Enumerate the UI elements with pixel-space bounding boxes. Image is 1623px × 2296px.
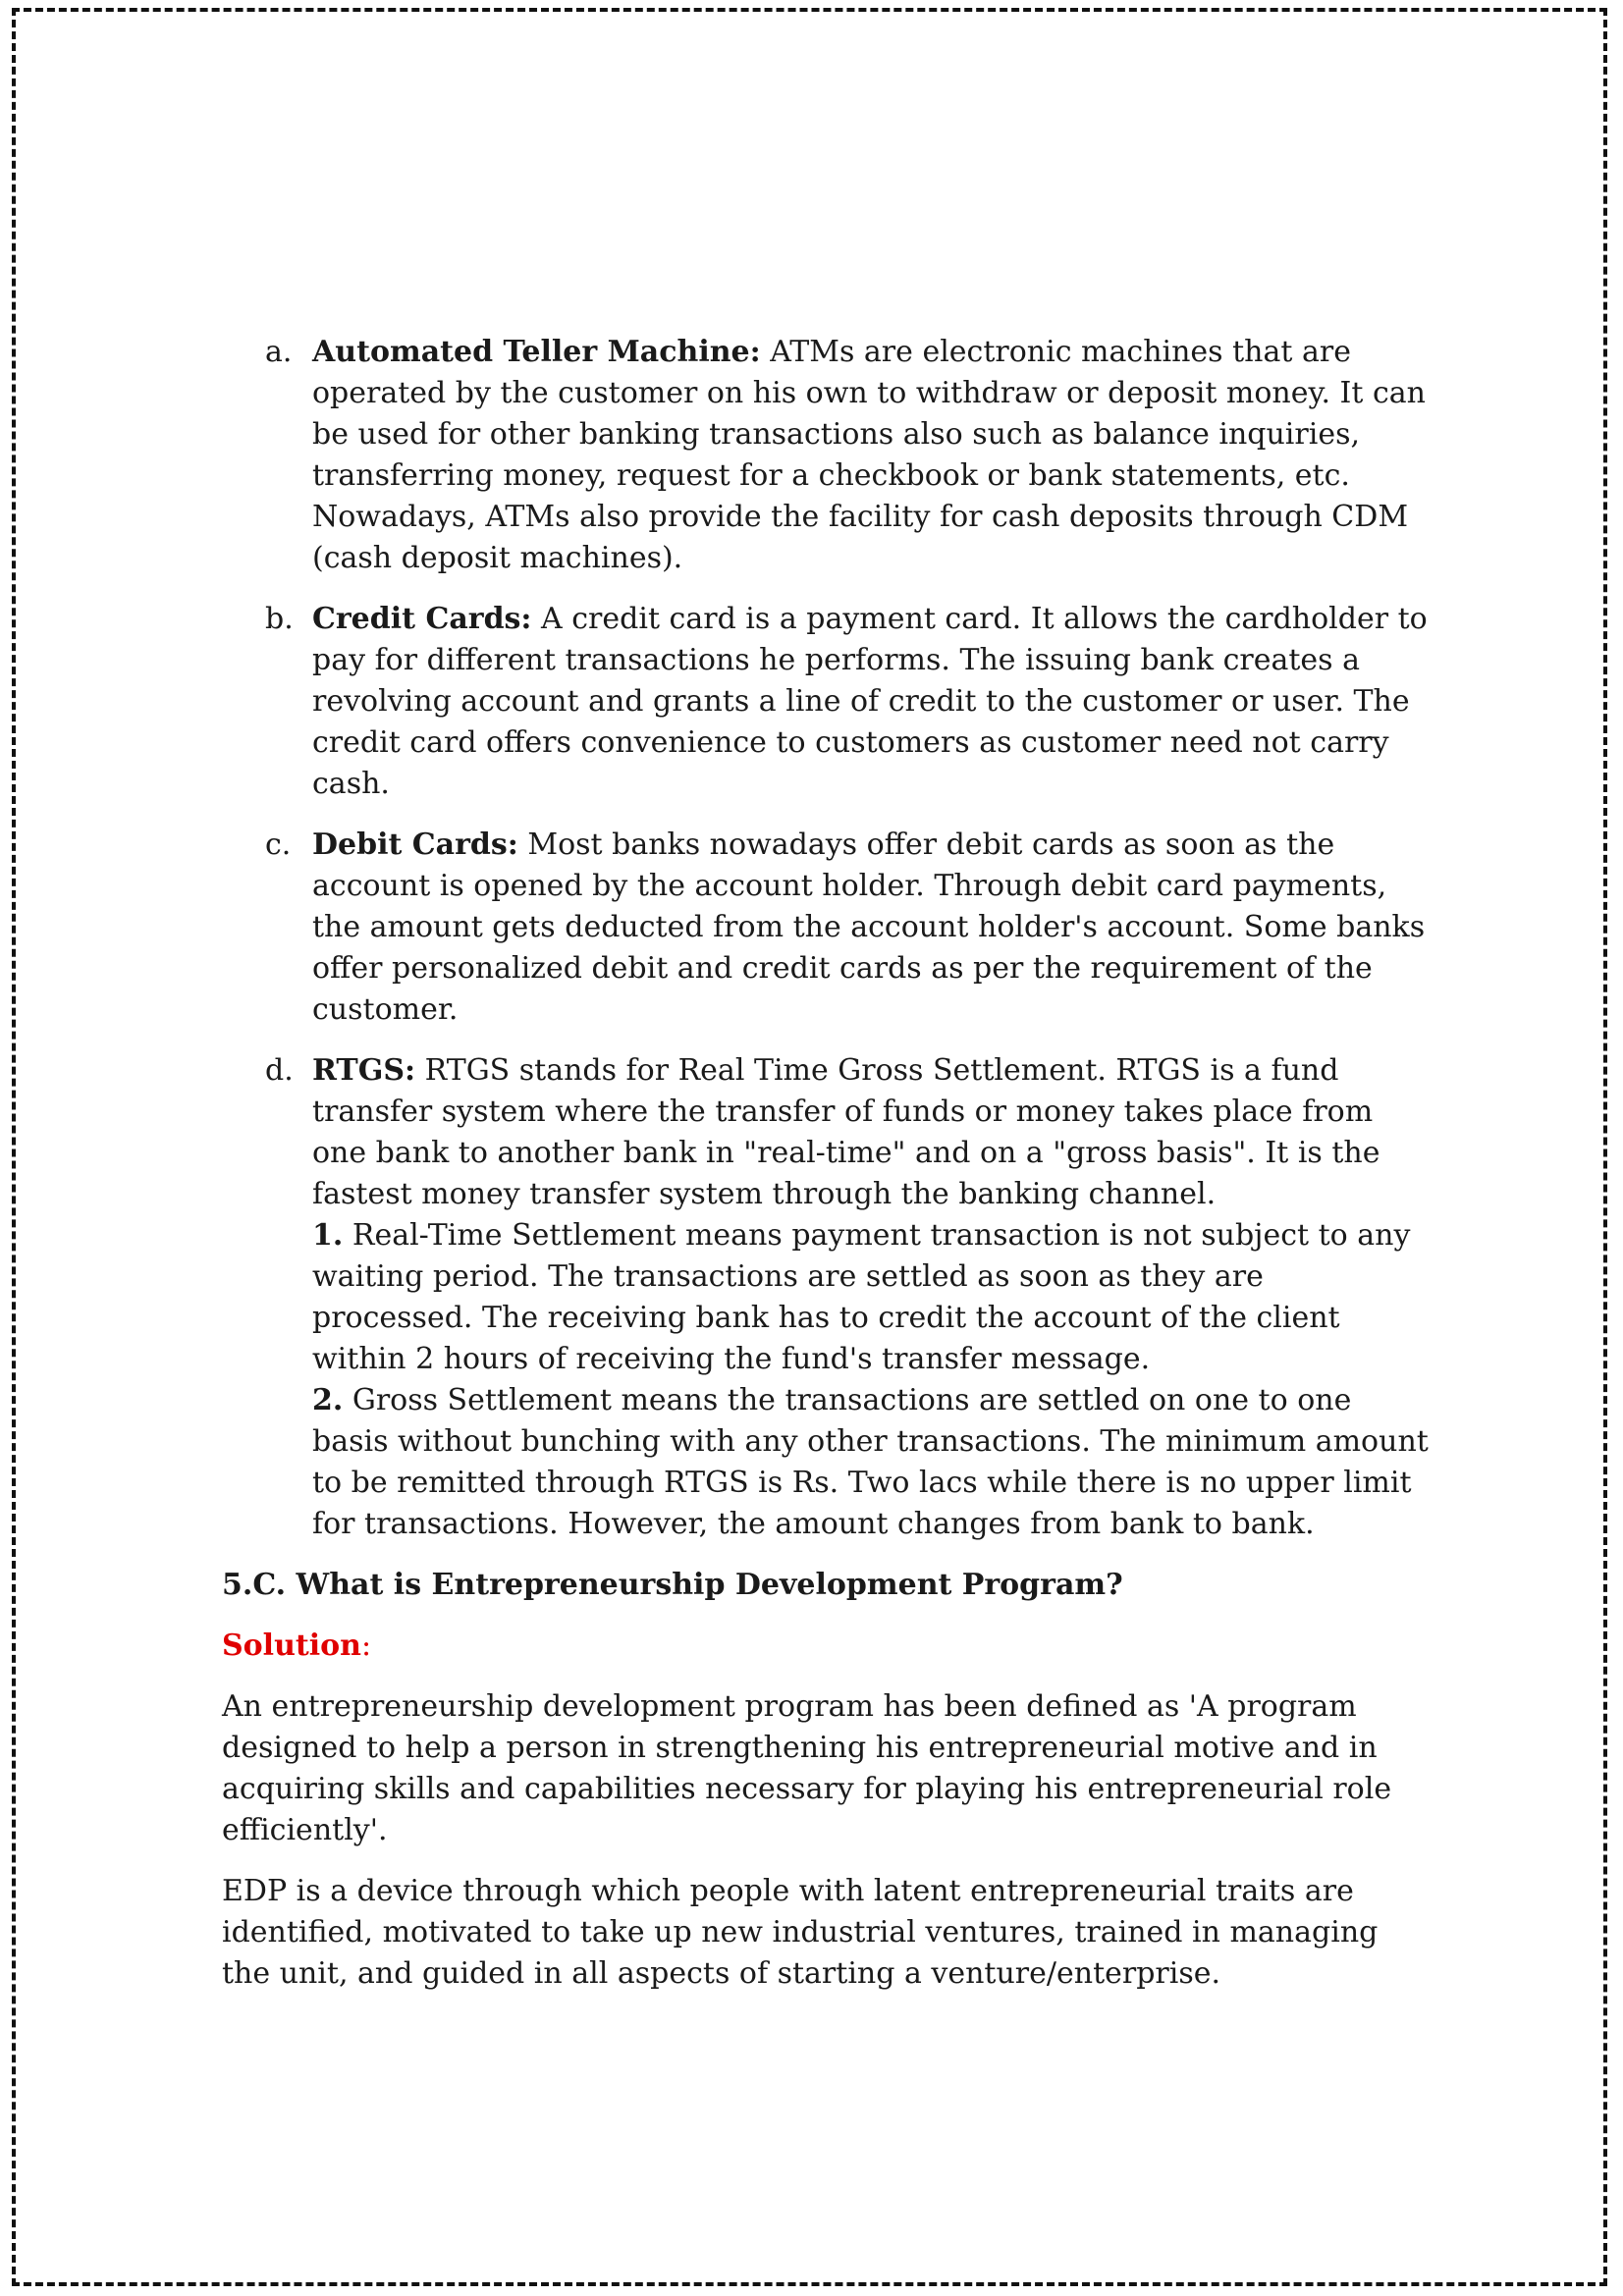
item-term: RTGS:	[312, 1053, 416, 1088]
subpoint-number: 1.	[312, 1218, 344, 1253]
banking-services-list	[265, 332, 1430, 1545]
list-item-debit-cards	[265, 825, 1430, 1031]
solution-label-text: Solution	[222, 1629, 361, 1663]
document-content	[222, 332, 1430, 2014]
rtgs-subpoint-2	[312, 1380, 1430, 1545]
solution-colon: :	[360, 1629, 372, 1663]
list-marker: c.	[265, 828, 292, 862]
paragraph-edp-device: EDP is a device through which people with latent entrepreneurial traits are identified, motivated to take up new industrial ventures, trained in managing the unit, and guided in all aspects of starting a venture/enterprise.	[222, 1874, 1379, 1991]
subpoint-number: 2.	[312, 1383, 344, 1417]
list-marker: a.	[265, 335, 293, 369]
solution-label	[222, 1626, 1430, 1667]
subpoint-text: Real-Time Settlement means payment transaction is not subject to any waiting period. The transactions are settled as soon as they are processed. The receiving bank has to credit the account of the client within 2 hours of receiving the fund's transfer message.	[312, 1218, 1411, 1376]
item-text: Most banks nowadays offer debit cards as soon as the account is opened by the account holder. Through debit card payments, the amount gets deducted from the account holder's account. Some banks offer personalized debit and credit cards as per the requirement of the customer.	[312, 828, 1426, 1027]
item-term: Debit Cards:	[312, 828, 518, 862]
question-heading: 5.C. What is Entrepreneurship Development Program?	[222, 1568, 1123, 1602]
list-item-credit-cards	[265, 599, 1430, 805]
item-text: A credit card is a payment card. It allows the cardholder to pay for different transactions he performs. The issuing bank creates a revolving account and grants a line of credit to the customer or user. The credit card offers convenience to customers as customer need not carry cash.	[312, 602, 1428, 801]
item-text: RTGS stands for Real Time Gross Settlement. RTGS is a fund transfer system where the transfer of funds or money takes place from one bank to another bank in "real-time" and on a "gross basis". It is the fastest money transfer system through the banking channel.	[312, 1053, 1380, 1211]
rtgs-subpoint-1	[312, 1215, 1430, 1380]
list-item-rtgs	[265, 1050, 1430, 1545]
list-marker: d.	[265, 1053, 294, 1088]
subpoint-text: Gross Settlement means the transactions are settled on one to one basis without bunching with any other transactions. The minimum amount to be remitted through RTGS is Rs. Two lacs while there is no upper limit for transactions. However, the amount changes from bank to bank.	[312, 1383, 1429, 1541]
item-term: Credit Cards:	[312, 602, 532, 636]
list-item-atm	[265, 332, 1430, 579]
item-text: ATMs are electronic machines that are operated by the customer on his own to withdraw or deposit money. It can be used for other banking transactions also such as balance inquiries, transferring money, request for a checkbook or bank statements, etc. Nowadays, ATMs also provide the facility for cash deposits through CDM (cash deposit machines).	[312, 335, 1426, 575]
paragraph-definition: An entrepreneurship development program has been defined as 'A program designed to help a person in strengthening his entrepreneurial motive and in acquiring skills and capabilities necessary for playing his entrepreneurial role efficiently'.	[222, 1689, 1392, 1847]
item-term: Automated Teller Machine:	[312, 335, 761, 369]
list-marker: b.	[265, 602, 294, 636]
